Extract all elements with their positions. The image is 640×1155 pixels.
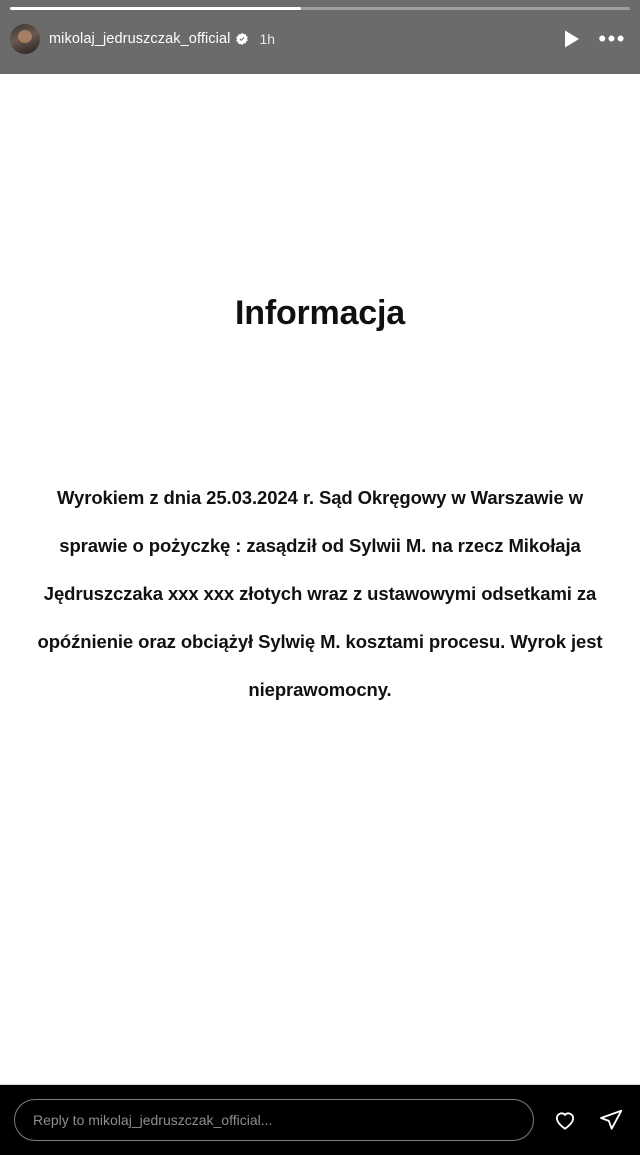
page-title: Informacja	[235, 294, 405, 332]
verified-badge-icon	[235, 32, 249, 46]
reply-placeholder-label: Reply to mikolaj_jedruszczak_official...	[33, 1112, 273, 1128]
username-label[interactable]: mikolaj_jedruszczak_official	[49, 31, 231, 47]
story-header-row	[10, 22, 630, 56]
reply-input[interactable]	[14, 1099, 534, 1141]
story-content	[0, 74, 640, 1085]
story-progress-fill	[10, 7, 301, 10]
story-top-bar	[0, 0, 640, 74]
story-body-text: Wyrokiem z dnia 25.03.2024 r. Sąd Okręgowy w Warszawie w sprawie o pożyczkę : zasądził od Sylwii M. na rzecz Mikołaja Jędruszczaka xxx xxx złotych wraz z ustawowymi odsetkami za opóźnienie oraz obciążył Sylwię M. kosztami procesu. Wyrok jest nieprawomocny.	[37, 487, 603, 700]
story-timestamp: 1h	[259, 31, 276, 47]
send-share-icon[interactable]	[596, 1105, 626, 1135]
play-icon[interactable]	[560, 27, 584, 51]
story-progress-bar[interactable]	[10, 7, 630, 10]
heart-icon[interactable]	[550, 1105, 580, 1135]
avatar[interactable]	[10, 24, 40, 54]
more-options-icon[interactable]: •••	[598, 26, 626, 51]
story-footer-bar	[0, 1085, 640, 1155]
